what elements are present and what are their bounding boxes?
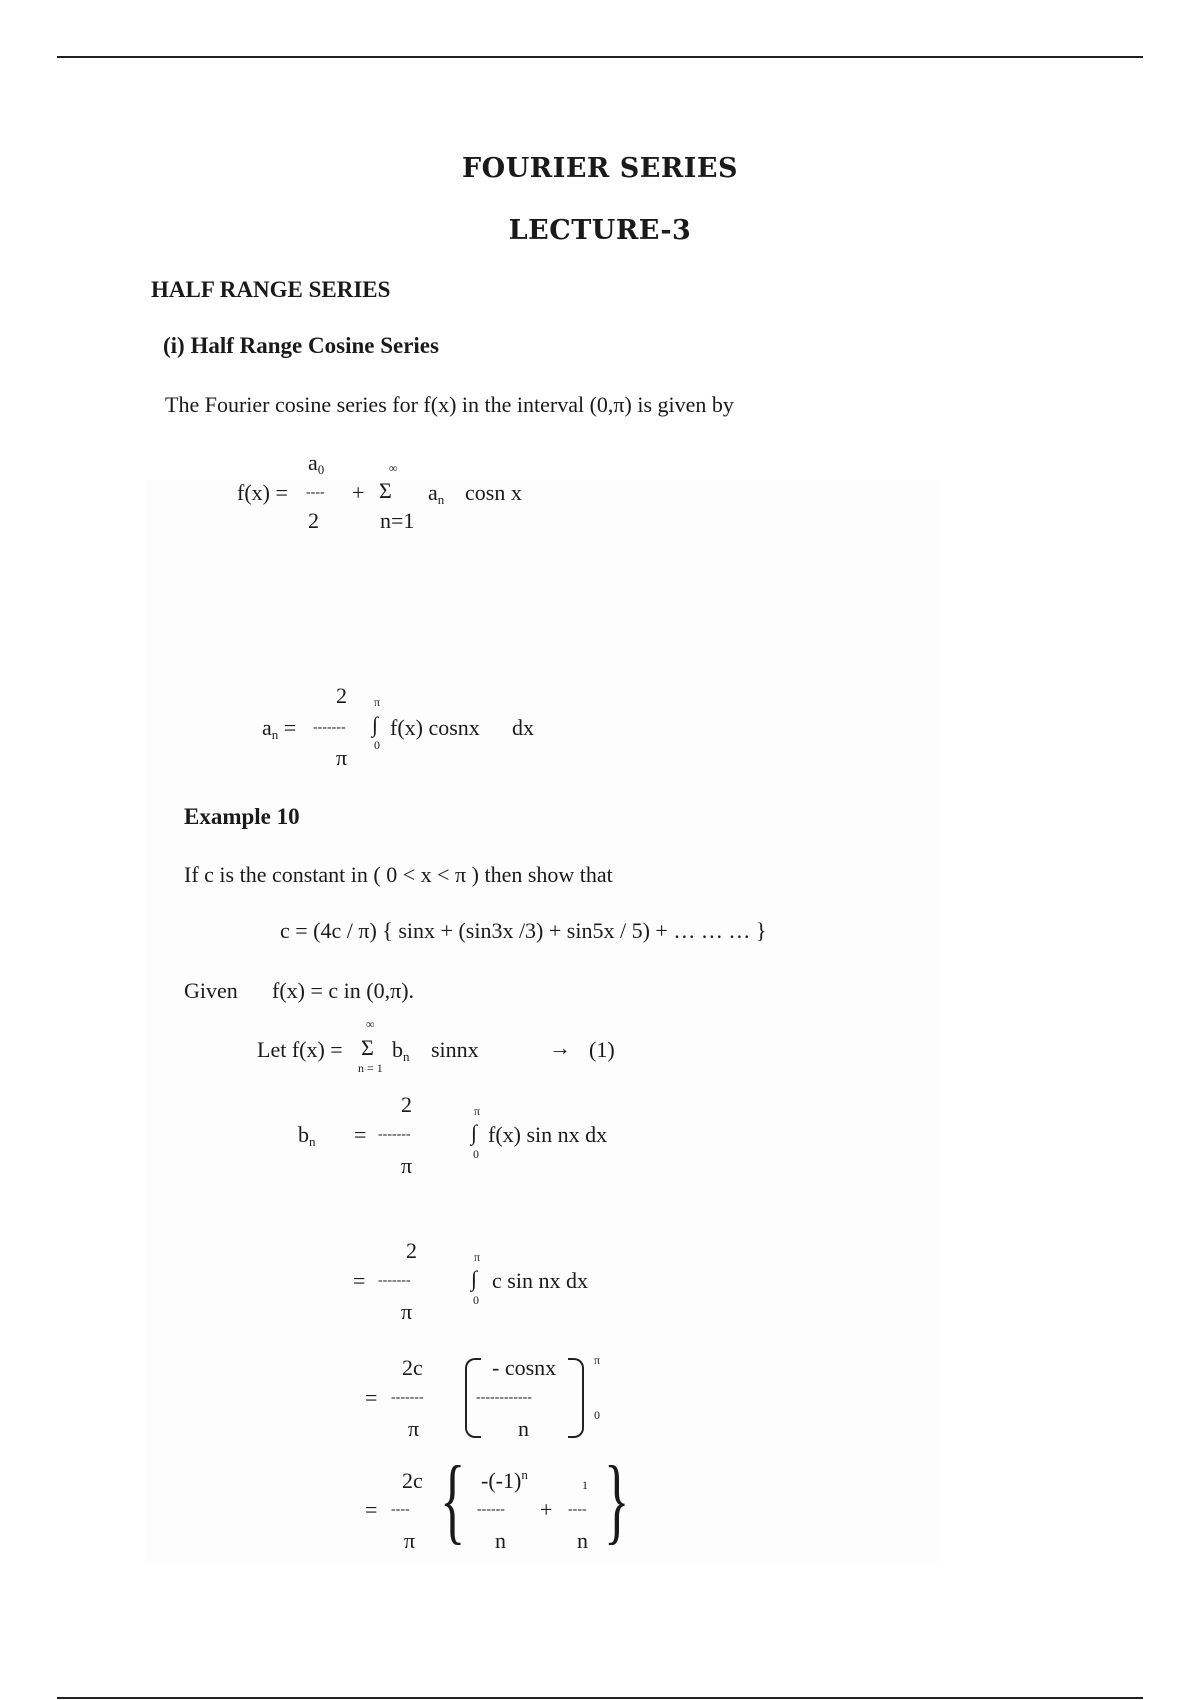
- step3-frac2-numerator: 1: [582, 1478, 588, 1492]
- step1-numerator: 2: [406, 1238, 417, 1263]
- step2-right-bracket: [568, 1358, 584, 1438]
- eq2-integral: ∫: [372, 712, 379, 737]
- bn-numerator: 2: [401, 1092, 412, 1117]
- step3-frac2-denominator: n: [577, 1528, 588, 1553]
- eq1-an: an: [428, 480, 445, 507]
- step1-fraction-bar: -------: [378, 1273, 411, 1288]
- step2-numerator: 2c: [402, 1355, 423, 1380]
- eq1-a0: a0: [308, 450, 325, 477]
- bn-denominator: π: [401, 1153, 413, 1178]
- equation-number: (1): [589, 1037, 615, 1062]
- bn-equals: =: [354, 1122, 367, 1147]
- eq1-denominator: 2: [308, 508, 319, 533]
- eq1-lhs: f(x) =: [237, 480, 288, 505]
- step3-equals: =: [365, 1497, 378, 1522]
- eq1-lower-limit: n=1: [380, 508, 415, 533]
- step2-lower-limit: 0: [594, 1408, 600, 1422]
- step3-right-brace: }: [604, 1446, 630, 1553]
- bn-lower-limit: 0: [473, 1147, 479, 1161]
- section-heading: HALF RANGE SERIES: [151, 277, 391, 302]
- eq1-upper-limit: ∞: [389, 461, 398, 475]
- bottom-rule: [57, 1697, 1143, 1699]
- lecture-title: LECTURE-3: [508, 215, 692, 246]
- step1-lower-limit: 0: [473, 1293, 479, 1307]
- bn-integrand: f(x) sin nx dx: [488, 1122, 608, 1147]
- step1-integrand: c sin nx dx: [492, 1268, 588, 1293]
- eq2-lhs: an =: [262, 715, 297, 742]
- bn-fraction-bar: -------: [378, 1127, 411, 1142]
- eq1-term: cosn x: [465, 480, 522, 505]
- example-result: c = (4c / π) { sinx + (sin3x /3) + sin5x / 5) + … … … }: [280, 918, 767, 943]
- eq1-fraction-bar: ----: [306, 485, 325, 500]
- step2-inner-numerator: - cosnx: [492, 1355, 557, 1380]
- step3-plus: +: [540, 1497, 553, 1522]
- given-label: Given: [184, 978, 238, 1003]
- eq2-upper-limit: π: [374, 695, 381, 709]
- let-bn: bn: [392, 1037, 410, 1064]
- eq2-fraction-bar: -------: [313, 720, 346, 735]
- top-rule: [57, 56, 1143, 58]
- let-term: sinnx: [431, 1037, 479, 1062]
- eq1-plus: +: [352, 480, 365, 505]
- step2-denominator: π: [408, 1416, 420, 1441]
- eq2-dx: dx: [512, 715, 534, 740]
- step3-frac1-bar: ------: [477, 1502, 505, 1517]
- step1-upper-limit: π: [474, 1250, 481, 1264]
- eq2-lower-limit: 0: [374, 738, 380, 752]
- step3-left-brace: {: [440, 1446, 466, 1553]
- eq2-numerator: 2: [336, 683, 347, 708]
- let-upper-limit: ∞: [366, 1017, 375, 1031]
- arrow-icon: →: [549, 1035, 571, 1060]
- example-statement: If c is the constant in ( 0 < x < π ) then show that: [184, 862, 613, 887]
- eq2-integrand: f(x) cosnx: [390, 715, 480, 740]
- step3-frac1-numerator: $-(-1)^n$: [481, 1467, 528, 1493]
- step2-fraction-bar: -------: [391, 1390, 424, 1405]
- let-lower-limit: n = 1: [358, 1061, 383, 1075]
- step3-fraction-bar: ----: [391, 1502, 410, 1517]
- step3-frac2-bar: ----: [568, 1502, 587, 1517]
- intro-text: The Fourier cosine series for f(x) in the interval (0,π) is given by: [165, 392, 734, 417]
- step1-integral: ∫: [471, 1266, 478, 1291]
- step1-denominator: π: [401, 1299, 413, 1324]
- bn-lhs: bn: [298, 1122, 316, 1149]
- step2-upper-limit: π: [594, 1353, 601, 1367]
- page-shading: [145, 480, 940, 1565]
- step3-numerator: 2c: [402, 1468, 423, 1493]
- step3-frac1-denominator: n: [495, 1528, 506, 1553]
- subsection-heading: (i) Half Range Cosine Series: [163, 333, 439, 358]
- step2-equals: =: [365, 1385, 378, 1410]
- eq1-sigma: Σ: [379, 478, 392, 503]
- step2-inner-fraction-bar: ------------: [476, 1390, 532, 1405]
- bn-integral: ∫: [471, 1120, 478, 1145]
- step1-equals: =: [353, 1268, 366, 1293]
- given-statement: f(x) = c in (0,π).: [272, 978, 415, 1003]
- step3-denominator: π: [404, 1528, 416, 1553]
- page-title: FOURIER SERIES: [462, 153, 738, 184]
- let-sigma: Σ: [361, 1035, 374, 1060]
- bn-upper-limit: π: [474, 1104, 481, 1118]
- eq2-denominator: π: [336, 745, 348, 770]
- example-heading: Example 10: [184, 804, 300, 829]
- let-lhs: Let f(x) =: [257, 1037, 343, 1062]
- step2-inner-denominator: n: [518, 1416, 529, 1441]
